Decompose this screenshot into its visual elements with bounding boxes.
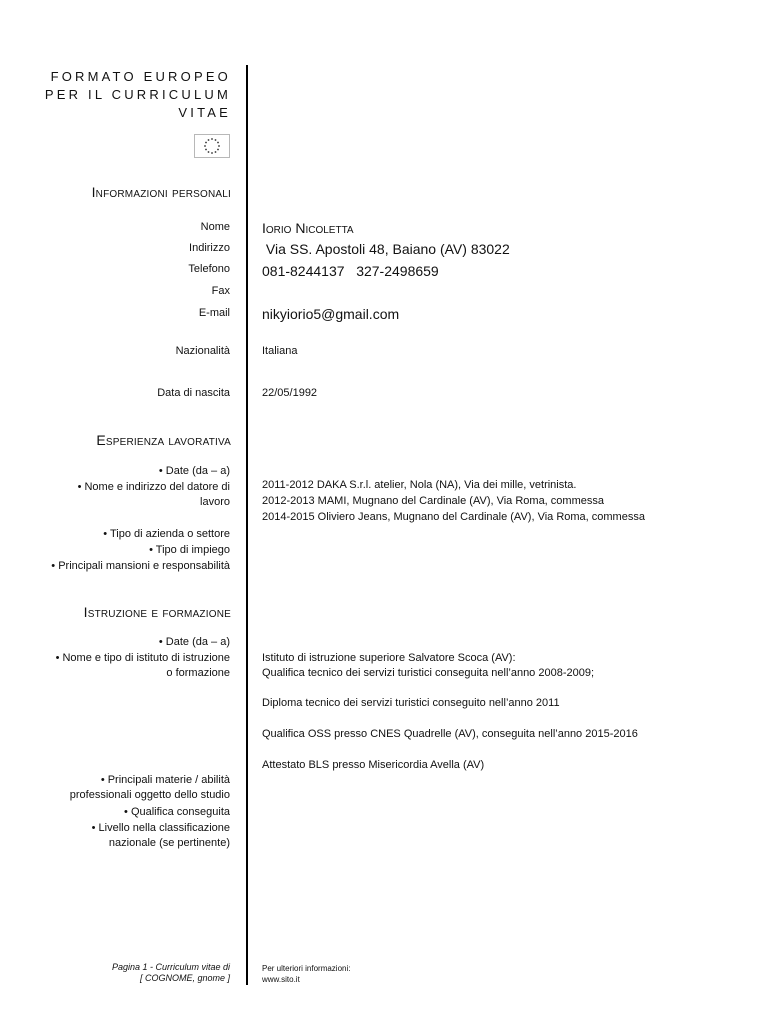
- value-email: nikyiorio5@gmail.com: [262, 306, 400, 322]
- edu-label-istituto-line2: o formazione: [166, 667, 230, 679]
- value-data-nascita: 22/05/1992: [262, 387, 318, 399]
- value-indirizzo: Via SS. Apostoli 48, Baiano (AV) 83022: [262, 241, 510, 257]
- exp-label-date: • Date (da – a): [158, 465, 230, 477]
- exp-label-mansioni: • Principali mansioni e responsabilità: [51, 560, 230, 572]
- exp-label-tipo-azienda: • Tipo di azienda o settore: [103, 528, 230, 540]
- edu-entry-1: Istituto di istruzione superiore Salvatore Scoca (AV):: [262, 652, 516, 664]
- edu-label-materie-line2: professionali oggetto dello studio: [69, 789, 230, 801]
- vertical-divider: [246, 65, 248, 985]
- exp-entry-2: 2012-2013 MAMI, Mugnano del Cardinale (AV), Via Roma, commessa: [262, 495, 604, 507]
- label-fax: Fax: [211, 285, 230, 297]
- edu-entry-2: Qualifica tecnico dei servizi turistici conseguita nell’anno 2008-2009;: [262, 667, 595, 679]
- title-line-2: PER IL CURRICULUM: [44, 87, 231, 102]
- eu-flag-icon: [194, 134, 230, 158]
- footer-left: [112, 962, 230, 984]
- footer-name-placeholder: [ COGNOME, gnome ]: [139, 973, 230, 983]
- edu-entry-4: Qualifica OSS presso CNES Quadrelle (AV), conseguita nell’anno 2015-2016: [262, 728, 638, 740]
- exp-label-tipo-impiego: • Tipo di impiego: [149, 544, 230, 556]
- footer-website-link[interactable]: www.sito.it: [262, 975, 300, 984]
- title-line-1: FORMATO EUROPEO: [50, 69, 231, 84]
- footer-page-label: Pagina 1 - Curriculum vitae di: [111, 962, 230, 972]
- label-email: E-mail: [198, 307, 230, 319]
- document-title: [45, 68, 231, 122]
- section-heading-experience: Esperienza lavorativa: [96, 432, 231, 448]
- footer-right: [262, 963, 350, 985]
- edu-label-materie: [70, 773, 230, 803]
- edu-label-qualifica: • Qualifica conseguita: [124, 806, 230, 818]
- edu-entry-3: Diploma tecnico dei servizi turistici conseguito nell’anno 2011: [262, 697, 560, 709]
- edu-label-date: • Date (da – a): [158, 636, 230, 648]
- label-indirizzo: Indirizzo: [189, 242, 230, 254]
- label-nazionalita: Nazionalità: [175, 345, 230, 357]
- value-nome: Iorio Nicoletta: [262, 220, 354, 236]
- footer-info-label: Per ulteriori informazioni:: [262, 964, 351, 973]
- label-telefono: Telefono: [188, 263, 230, 275]
- exp-label-datore-line2: lavoro: [200, 496, 230, 508]
- value-telefono: 081-8244137 327-2498659: [262, 263, 439, 279]
- section-heading-education: Istruzione e formazione: [83, 604, 231, 620]
- exp-entry-3: 2014-2015 Oliviero Jeans, Mugnano del Cardinale (AV), Via Roma, commessa: [262, 511, 645, 523]
- edu-label-istituto: [56, 651, 230, 681]
- section-heading-personal: Informazioni personali: [91, 184, 231, 200]
- edu-label-materie-line1: • Principali materie / abilità: [100, 774, 230, 786]
- edu-label-istituto-line1: • Nome e tipo di istituto di istruzione: [55, 652, 230, 664]
- exp-label-datore: [78, 480, 230, 510]
- label-data-nascita: Data di nascita: [157, 387, 230, 399]
- exp-label-datore-line1: • Nome e indirizzo del datore di: [77, 481, 230, 493]
- exp-entry-1: 2011-2012 DAKA S.r.l. atelier, Nola (NA), Via dei mille, vetrinista.: [262, 479, 577, 491]
- edu-label-livello-line1: • Livello nella classificazione: [91, 822, 230, 834]
- edu-label-livello-line2: nazionale (se pertinente): [108, 837, 230, 849]
- value-nazionalita: Italiana: [262, 345, 298, 357]
- edu-entry-5: Attestato BLS presso Misericordia Avella (AV): [262, 759, 485, 771]
- title-line-3: VITAE: [178, 105, 231, 120]
- edu-label-livello: [92, 821, 230, 851]
- label-nome: Nome: [200, 221, 230, 233]
